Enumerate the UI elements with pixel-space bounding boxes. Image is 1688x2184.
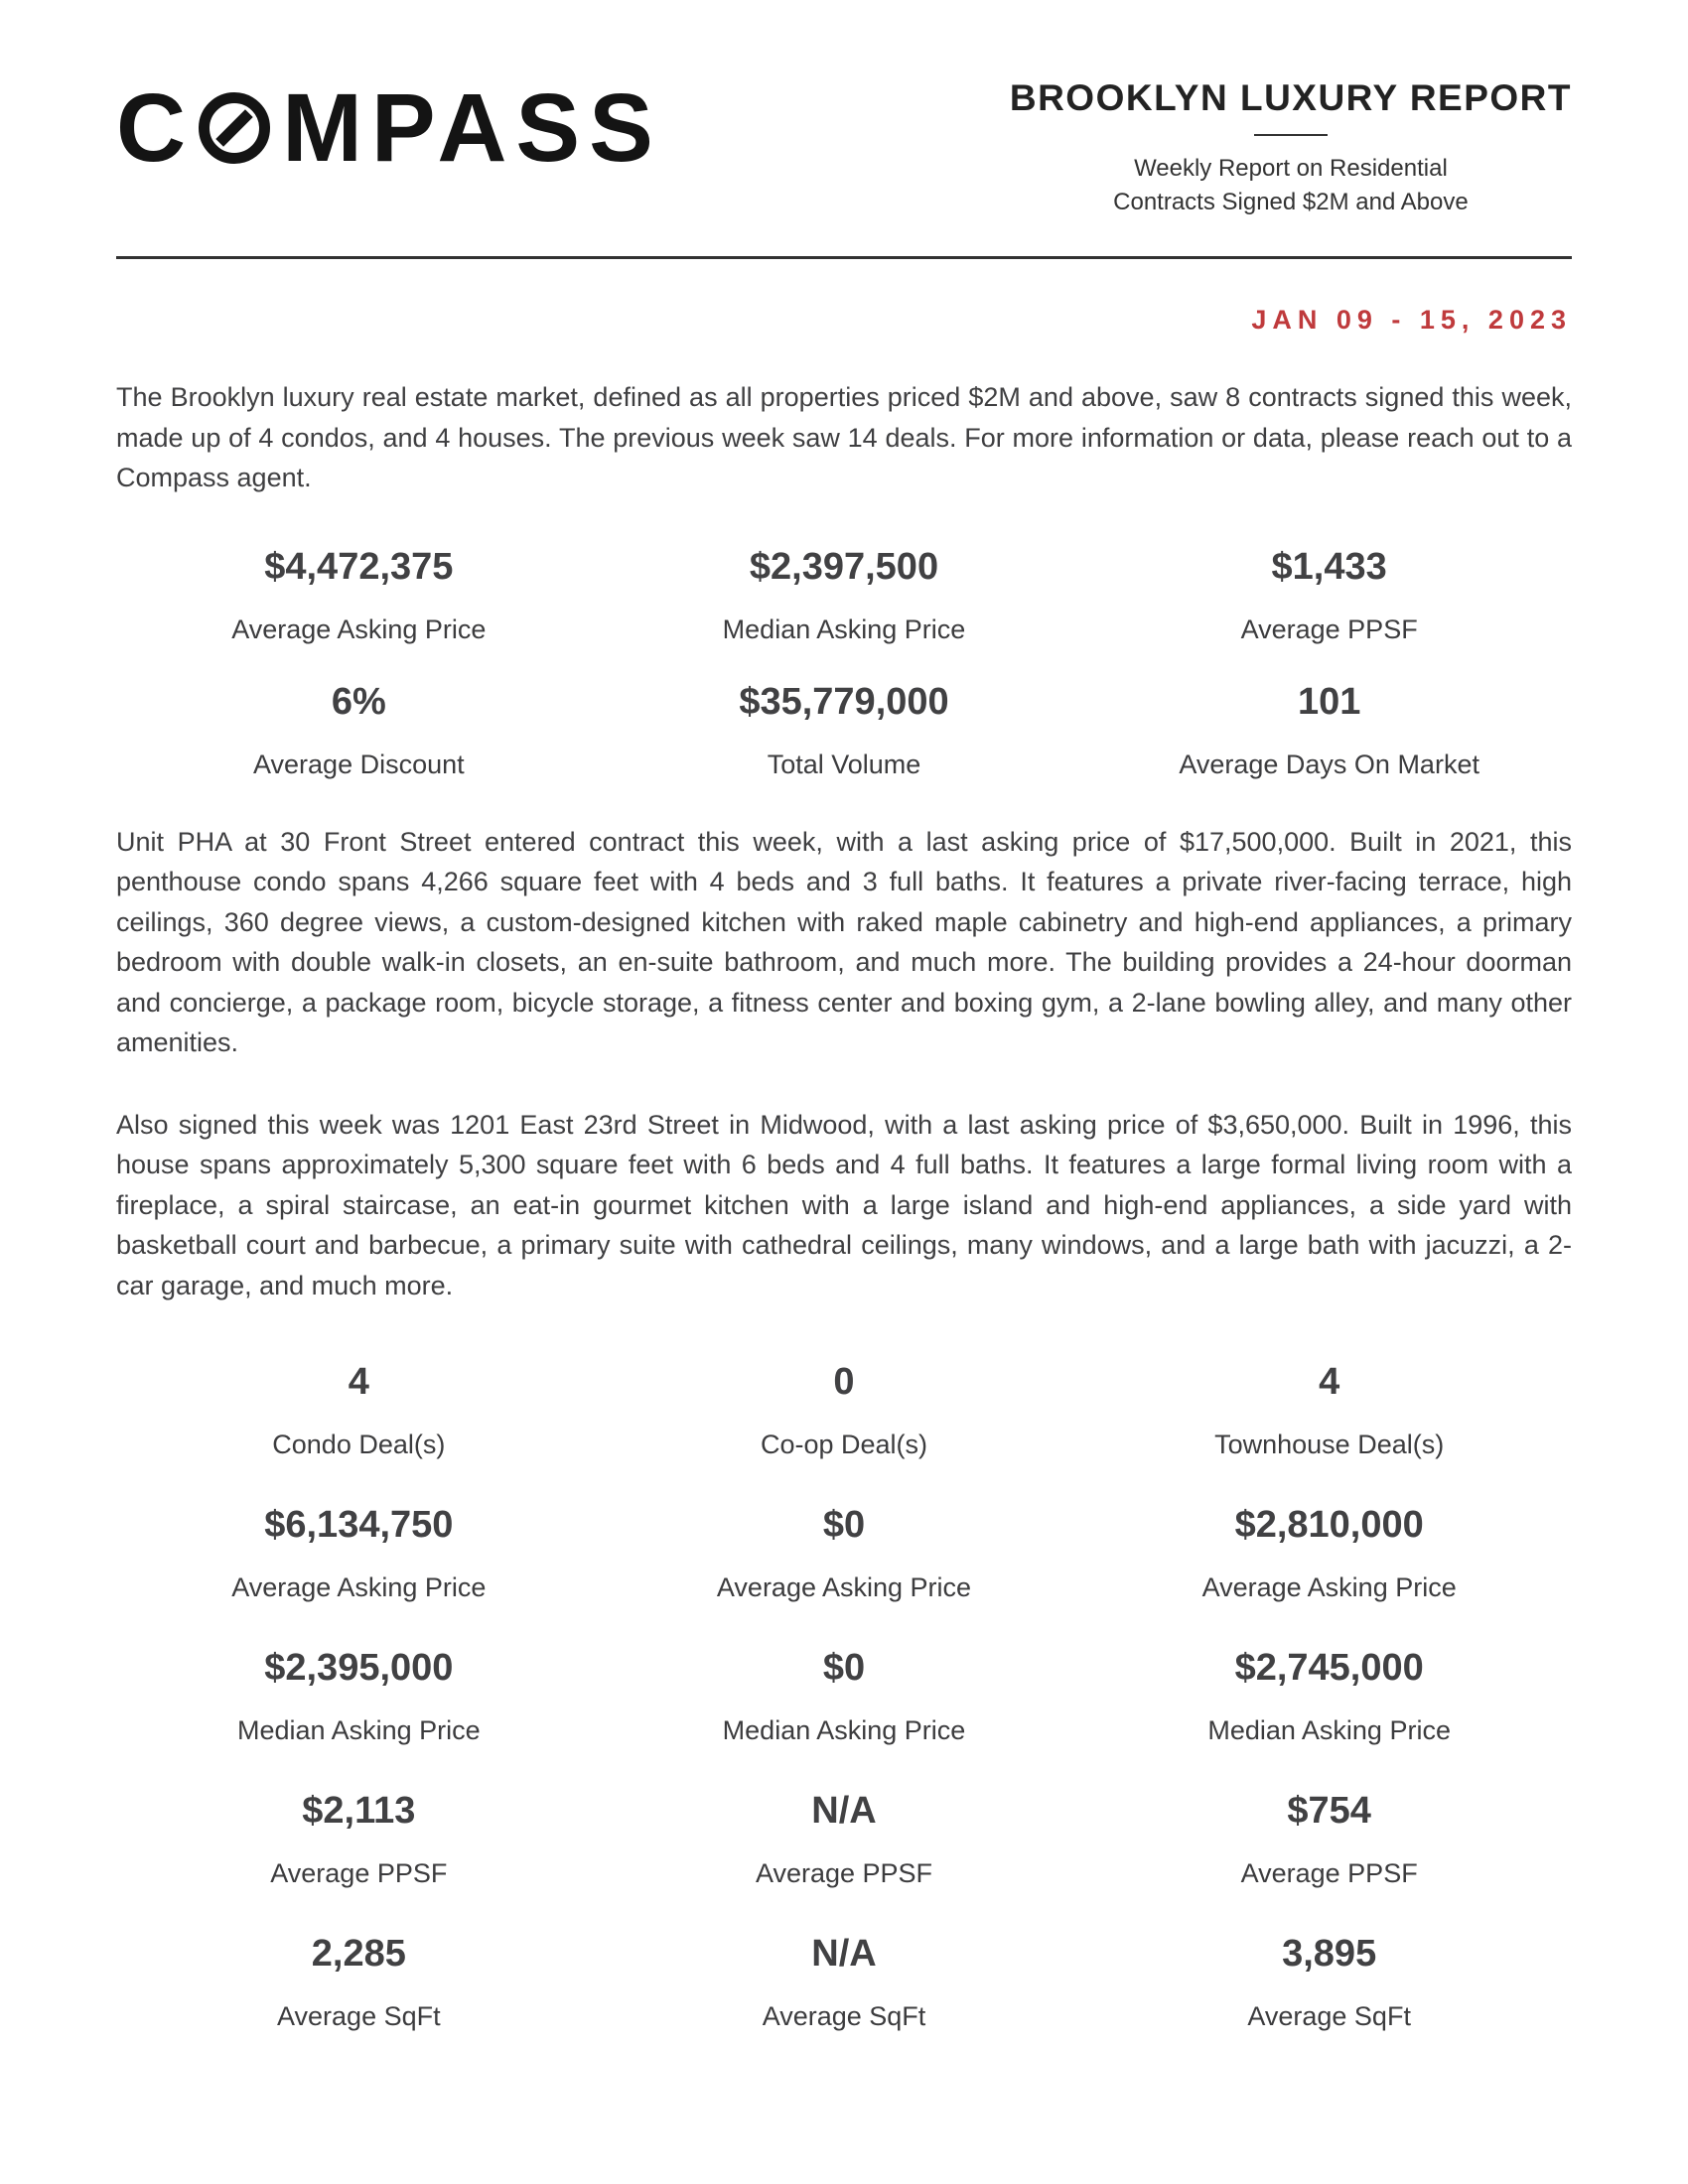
stat-coop-avg-ppsf [602, 1790, 1087, 1889]
compass-needle-icon [215, 109, 252, 146]
stat-value: 4 [1319, 1361, 1340, 1404]
stat-label: Condo Deal(s) [272, 1430, 446, 1460]
stat-value: $2,745,000 [1234, 1647, 1424, 1690]
stat-value: $2,395,000 [264, 1647, 454, 1690]
stat-townhouse-avg-ppsf [1086, 1790, 1572, 1889]
stat-label: Average Asking Price [716, 1572, 972, 1603]
stat-value: 3,895 [1282, 1933, 1377, 1976]
stat-value: 2,285 [311, 1933, 406, 1976]
stat-label: Average Asking Price [231, 614, 487, 644]
intro-paragraph: The Brooklyn luxury real estate market, defined as all properties priced $2M and above, saw 8 contracts signed this week, made up of 4 condos, and 4 houses. The previous week saw 14 deals. For more information or data, please reach out to a Compass agent. [116, 382, 1572, 493]
stat-condo-deals [116, 1361, 602, 1460]
stat-value: $0 [822, 1647, 866, 1690]
stat-label: Median Asking Price [722, 614, 966, 644]
report-title-block [1010, 77, 1572, 218]
stat-label: Average SqFt [1247, 2001, 1411, 2032]
report-header [116, 71, 1572, 218]
stat-value: $2,810,000 [1234, 1504, 1424, 1547]
logo-letter-c: C [116, 73, 196, 182]
stat-coop-avg-asking [602, 1504, 1087, 1603]
stat-value: 4 [348, 1361, 369, 1404]
property-highlight-paragraph-2: Also signed this week was 1201 East 23rd Street in Midwood, with a last asking price of $3,650,000. Built in 1996, this house spans approximately 5,300 square feet with 6 beds and 4 full baths. It features a large formal living room with a fireplace, a spiral staircase, an eat-in gourmet kitchen with a large island and high-end appliances, a side yard with basketball court and barbecue, a primary suite with cathedral ceilings, many windows, and a large bath with jacuzzi, a 2-car garage, and much more. [116, 1109, 1572, 1300]
stat-value: $35,779,000 [739, 680, 949, 723]
stat-townhouse-deals [1086, 1361, 1572, 1460]
stat-label: Average PPSF [1240, 1858, 1418, 1889]
stat-label: Average SqFt [277, 2001, 441, 2032]
subtitle-line-1: Weekly Report on Residential [1134, 155, 1448, 182]
stat-value: $1,433 [1271, 545, 1387, 588]
stat-value: 6% [331, 680, 386, 723]
title-divider [1254, 134, 1328, 136]
stat-label: Co-op Deal(s) [760, 1430, 928, 1460]
stat-value: $0 [822, 1504, 866, 1547]
report-subtitle [1010, 152, 1572, 218]
stat-label: Median Asking Price [722, 1715, 966, 1746]
report-title: BROOKLYN LUXURY REPORT [1009, 77, 1572, 118]
compass-logo [116, 73, 662, 182]
stat-label: Average PPSF [270, 1858, 448, 1889]
stat-value: $4,472,375 [264, 545, 454, 588]
stat-condo-avg-sqft [116, 1933, 602, 2032]
stat-value: $6,134,750 [264, 1504, 454, 1547]
stat-value: 0 [833, 1361, 855, 1404]
subtitle-line-2: Contracts Signed $2M and Above [1113, 188, 1469, 215]
stat-value: $2,113 [302, 1790, 416, 1833]
stat-label: Total Volume [767, 749, 921, 779]
stat-label: Average PPSF [1240, 614, 1418, 644]
stat-townhouse-median-asking [1086, 1647, 1572, 1746]
stat-condo-avg-ppsf [116, 1790, 602, 1889]
stat-coop-avg-sqft [602, 1933, 1087, 2032]
stat-avg-asking-price [116, 546, 602, 645]
stat-value: N/A [811, 1790, 877, 1833]
stat-label: Average Days On Market [1179, 749, 1479, 779]
stat-label: Average Asking Price [231, 1572, 487, 1603]
stat-townhouse-avg-sqft [1086, 1933, 1572, 2032]
stat-median-asking-price [602, 546, 1087, 645]
stat-value: $754 [1287, 1790, 1371, 1833]
stat-value: N/A [811, 1933, 877, 1976]
stat-label: Average SqFt [762, 2001, 926, 2032]
stat-avg-ppsf [1086, 546, 1572, 645]
stat-label: Townhouse Deal(s) [1214, 1430, 1445, 1460]
breakdown-stats-grid [116, 1361, 1572, 2032]
property-highlight-paragraph-1: Unit PHA at 30 Front Street entered contract this week, with a last asking price of $17,500,000. Built in 2021, this penthouse condo spans 4,266 square feet with 4 beds and 3 full baths. It features a private river-facing terrace, high ceilings, 360 degree views, a custom-designed kitchen with raked maple cabinetry and high-end appliances, a primary bedroom with double walk-in closets, an en-suite bathroom, and much more. The building provides a 24-hour doorman and concierge, a package room, bicycle storage, a fitness center and boxing gym, a 2-lane bowling alley, and many other amenities. [116, 826, 1572, 1058]
summary-stats-grid [116, 546, 1572, 780]
stat-total-volume [602, 681, 1087, 780]
stat-label: Average Discount [253, 749, 465, 779]
stat-label: Median Asking Price [237, 1715, 481, 1746]
stat-avg-days-on-market [1086, 681, 1572, 780]
date-range: JAN 09 - 15, 2023 [1251, 305, 1572, 336]
stat-condo-median-asking [116, 1647, 602, 1746]
stat-value: 101 [1297, 680, 1361, 723]
stat-coop-deals [602, 1361, 1087, 1460]
stat-townhouse-avg-asking [1086, 1504, 1572, 1603]
stat-avg-discount [116, 681, 602, 780]
compass-o-slash-icon [199, 92, 270, 164]
stat-value: $2,397,500 [749, 545, 939, 588]
stat-coop-median-asking [602, 1647, 1087, 1746]
stat-label: Average PPSF [755, 1858, 933, 1889]
header-rule [116, 256, 1572, 259]
stat-condo-avg-asking [116, 1504, 602, 1603]
stat-label: Median Asking Price [1207, 1715, 1451, 1746]
stat-label: Average Asking Price [1201, 1572, 1457, 1603]
logo-letters-mpass: MPASS [282, 73, 662, 182]
